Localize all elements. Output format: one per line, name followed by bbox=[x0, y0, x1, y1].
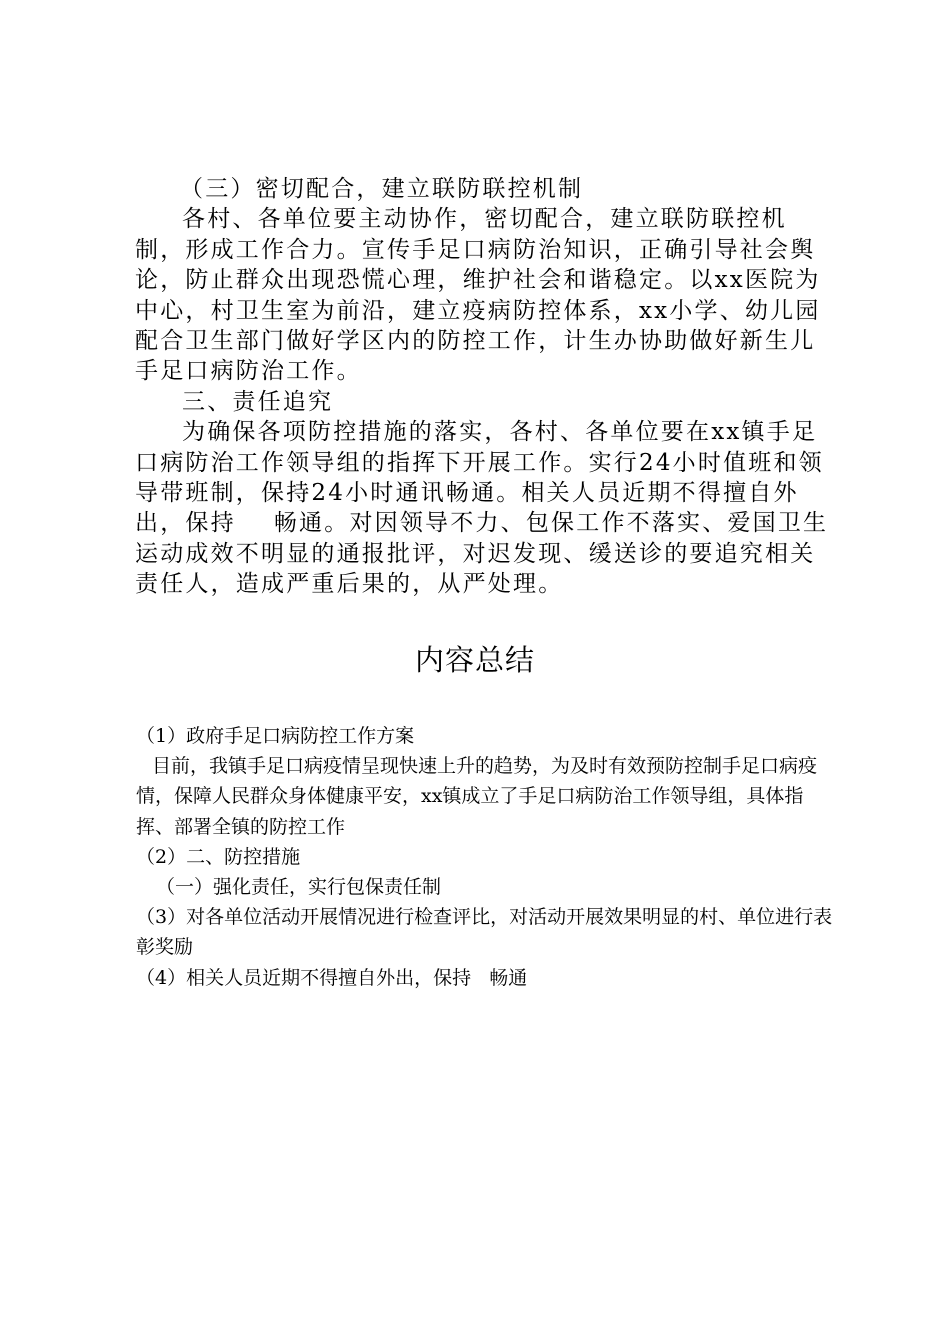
paragraph-cooperation: 各村、各单位要主动协作，密切配合，建立联防联控机制，形成工作合力。宣传手足口病防治知识，正确引导社会舆论，防止群众出现恐慌心理，维护社会和谐稳定。以xx医院为中心，村卫生室为前沿，建立疫病防控体系，xx小学、幼儿园配合卫生部门做好学区内的防控工作，计生办协助做好新生儿手足口病防治工作。 bbox=[135, 206, 821, 385]
summary-title: 内容总结 bbox=[414, 643, 535, 677]
summary-item: （3）对各单位活动开展情况进行检查评比，对活动开展效果明显的村、单位进行表彰奖励 bbox=[136, 906, 833, 959]
summary-item: （一）强化责任，实行包保责任制 bbox=[156, 876, 442, 899]
paragraph-accountability: 为确保各项防控措施的落实，各村、各单位要在xx镇手足口病防治工作领导组的指挥下开展工作。实行24小时值班和领导带班制，保持24小时通讯畅通。相关人员近期不得擅自外出，保持 畅通。对因领导不力、包保工作不落实、爱国卫生运动成效不明显的通报批评，对迟发现、缓送诊的要追究相关责任人，造成严重后果的，从严处理。 bbox=[135, 419, 829, 598]
summary-item: （2）二、防控措施 bbox=[136, 845, 301, 868]
summary-item: （4）相关人员近期不得擅自外出，保持 畅通 bbox=[136, 966, 528, 989]
summary-list bbox=[136, 721, 836, 993]
chapter-heading: 三、责任追究 bbox=[182, 388, 334, 415]
summary-item: （1）政府手足口病防控工作方案 bbox=[136, 725, 415, 747]
summary-item: 目前，我镇手足口病疫情呈现快速上升的趋势，为及时有效预防控制手足口病疫情，保障人民群众身体健康平安，xx镇成立了手足口病防治工作领导组，具体指挥、部署全镇的防控工作 bbox=[136, 755, 818, 838]
section-heading: （三）密切配合，建立联防联控机制 bbox=[180, 176, 584, 202]
document-body bbox=[135, 174, 835, 600]
